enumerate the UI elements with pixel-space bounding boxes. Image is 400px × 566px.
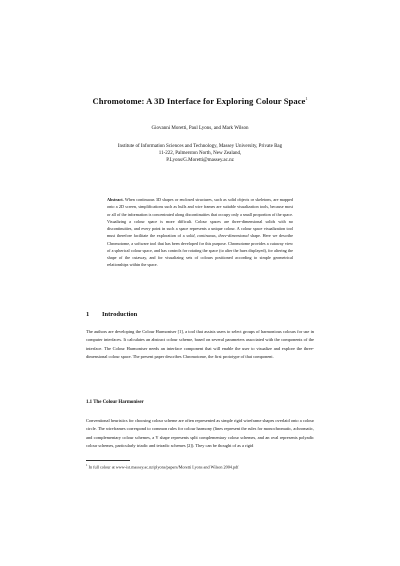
section-heading [86,311,137,318]
section-number: 1 [86,311,90,318]
abstract-label: Abstract. [107,197,124,202]
affiliation-line: Institute of Information Sciences and Technology, Massey University, Private Bag [117,144,283,149]
abstract [107,196,293,269]
section-title: Introduction [102,311,138,318]
abstract-text: shape. Here we describe Chromotome, a software tool that has been developed for this purpose. Chromotome provides a cutaway view of a spherical colour space, and has controls for rotating the space (to alter the hues displayed), for altering the shape of the cutaway, and for visualizing sets of colours positioned according to simple geometrical relationships within the space. [107,233,293,268]
title-footnote-marker: 1 [305,96,308,102]
affiliation [50,143,350,164]
abstract-emphasis: solid, continuous, three-dimensional [186,233,249,239]
introduction-paragraph: The authors are developing the Colour Harmoniser [1], a tool that assists users to select groups of harmonious colours for use in computer interfaces. It calculates an abstract colour scheme, based on several parameters associated with the components of the interface. The Colour Harmoniser needs an interface component that will enable the user to visualize and explore the three-dimensional colour space. The present paper describes Chromotome, the first prototype of that component. [86,329,314,359]
author-email: P.Lyons/G.Moretti@massey.ac.nz [166,158,234,163]
affiliation-line: 11-222, Palmerston North, New Zealand, [158,151,242,156]
paper-title [50,96,350,106]
footnote-rule [86,460,130,461]
footnote-marker: 1 [86,463,88,467]
abstract-text: When continuous 3D shapes or enclosed structures, such as solid objects or skeletons, are mapped onto a 2D screen, simplifications such as hulls and wire frames are suitable visualization tools, because most or all of the information is concentrated along discontinuities that occupy only a small proportion of the space. Visualizing a colour space is more difficult. Colour spaces are three-dimensional solids with no discontinuities, and every point in such a space represents a unique colour. A colour space visualization tool must therefore facilitate the exploration of a [107,197,293,239]
author-list: Giovanni Moretti, Paul Lyons, and Mark Wilson [151,126,249,131]
subsection-heading: 1.1 The Colour Harmoniser [86,400,144,405]
footnote-text: In full colour at www-ist.massey.ac.nz/plyons/papers/Moretti Lyons and Wilson 2004.pdf [87,464,239,470]
paper-title-text: Chromotome: A 3D Interface for Exploring Colour Space [92,96,306,106]
footnote [86,463,239,469]
colour-harmoniser-paragraph: Conventional heuristics for choosing colour scheme are often represented as simple rigid wireframe shapes overlaid onto a colour circle. The wireframes correspond to common rules for colour harmony (lines represent the rules for monochromatic, achromatic, and complementary colour schemes, a Y shape represents split complementary colour schemes, and an oval represents polyadic colour schemes, particularly triadic and tetradic schemes [2]). They can be thought of as a rigid [86,418,314,448]
